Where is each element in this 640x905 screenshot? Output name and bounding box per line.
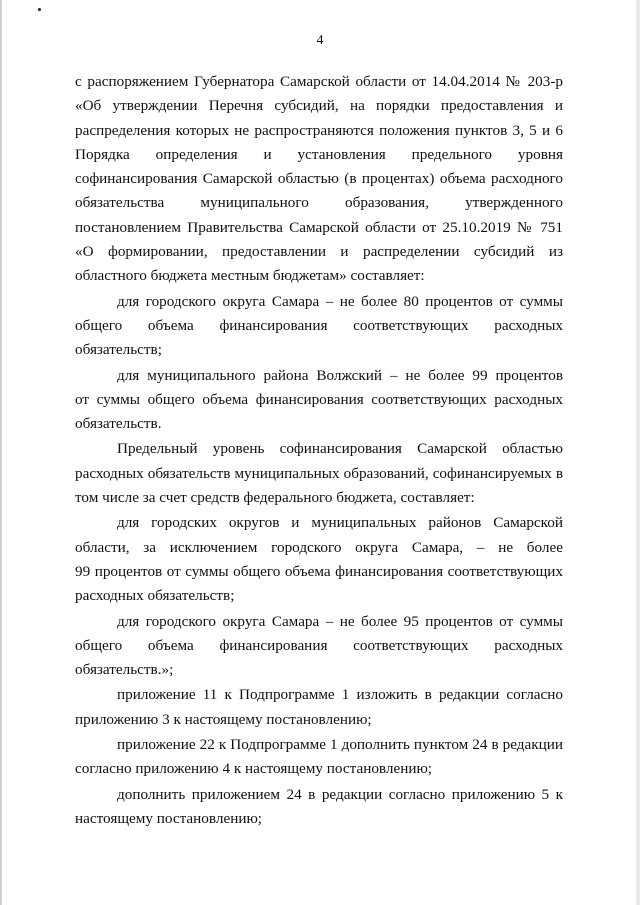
text-line: софинансирования Самарской областью (в процентах) объема расходного — [75, 170, 563, 188]
text-line: расходных обязательств; — [75, 587, 235, 605]
page-number: 4 — [316, 33, 324, 48]
text-line: обязательства муниципального образования, утвержденного — [75, 194, 563, 212]
page-edge-left — [0, 0, 2, 905]
scan-mark — [38, 8, 41, 11]
paragraph-appendix-11 — [75, 683, 563, 732]
text-line: обязательств. — [75, 415, 162, 433]
text-line: с распоряжением Губернатора Самарской области от 14.04.2014 № 203-р — [75, 73, 563, 90]
text-line: от суммы общего объема финансирования соответствующих расходных — [75, 390, 563, 408]
paragraph-continuation — [75, 70, 563, 289]
paragraph-volzhsky-99 — [75, 364, 563, 437]
text-line: Порядка определения и установления предельного уровня — [75, 145, 563, 163]
text-line: области, за исключением городского округа Самара, – не более — [75, 538, 563, 556]
text-line: 99 процентов от суммы общего объема финансирования соответствующих — [75, 562, 563, 580]
text-line: согласно приложению 4 к настоящему постановлению; — [75, 760, 433, 778]
text-line: обязательств; — [75, 341, 162, 359]
page-edge-right — [636, 0, 640, 905]
text-line: общего объема финансирования соответствующих расходных — [75, 636, 563, 654]
text-line: распределения которых не распространяются положения пунктов 3, 5 и 6 — [75, 121, 563, 139]
text-line: приложению 3 к настоящему постановлению; — [75, 710, 372, 728]
text-line: приложение 22 к Подпрограмме 1 дополнить пунктом 24 в редакции — [117, 736, 563, 754]
text-line: дополнить приложением 24 в редакции согласно приложению 5 к — [117, 785, 563, 803]
text-line: для городского округа Самара – не более 95 процентов от суммы — [117, 612, 563, 630]
text-line: расходных обязательств муниципальных образований, софинансируемых в — [75, 464, 563, 482]
text-line: «Об утверждении Перечня субсидий, на порядки предоставления и — [75, 97, 563, 115]
text-line: приложение 11 к Подпрограмме 1 изложить в редакции согласно — [117, 686, 563, 704]
text-line: настоящему постановлению; — [75, 809, 263, 827]
text-line: для городских округов и муниципальных районов Самарской — [117, 514, 563, 532]
document-body — [75, 70, 563, 831]
text-line: областного бюджета местным бюджетам» составляет: — [75, 267, 425, 285]
text-line: том числе за счет средств федерального бюджета, составляет: — [75, 489, 475, 507]
text-line: постановлением Правительства Самарской области от 25.10.2019 № 751 — [75, 218, 563, 236]
paragraph-districts-99 — [75, 511, 563, 608]
paragraph-samara-80 — [75, 290, 563, 363]
paragraph-appendix-24 — [75, 783, 563, 832]
text-line: обязательств.»; — [75, 661, 174, 679]
text-line: для муниципального района Волжский – не более 99 процентов — [117, 366, 563, 384]
paragraph-samara-95 — [75, 610, 563, 683]
paragraph-cofinancing-level — [75, 437, 563, 510]
text-line: для городского округа Самара – не более 80 процентов от суммы — [117, 292, 563, 310]
text-line: «О формировании, предоставлении и распределении субсидий из — [75, 243, 563, 261]
text-line: Предельный уровень софинансирования Самарской областью — [117, 440, 563, 458]
text-line: общего объема финансирования соответствующих расходных — [75, 316, 563, 334]
paragraph-appendix-22 — [75, 733, 563, 782]
